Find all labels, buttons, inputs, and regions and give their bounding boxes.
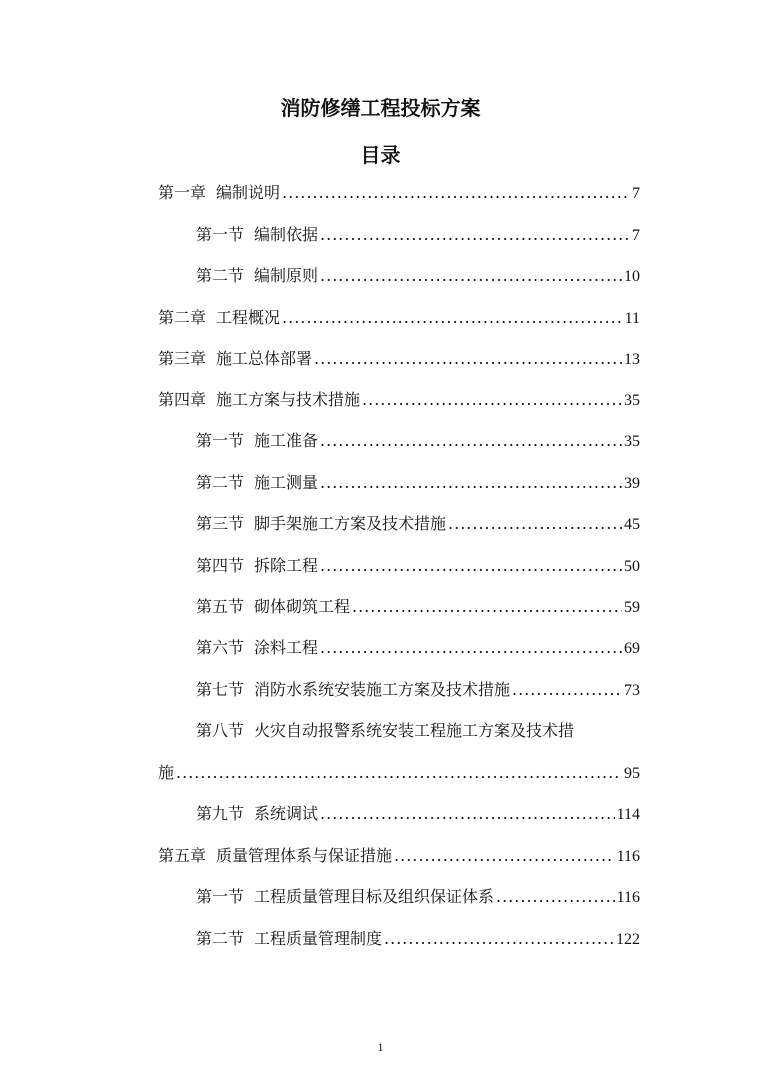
dot-leader xyxy=(320,637,622,659)
toc-entry-page: 7 xyxy=(632,227,640,244)
toc-entry-continuation[interactable] xyxy=(158,762,640,785)
toc-entry[interactable] xyxy=(196,265,640,288)
dot-leader xyxy=(362,389,622,411)
toc-entry-title: 工程质量管理目标及组织保证体系 xyxy=(254,887,495,906)
dot-leader xyxy=(320,265,622,287)
toc-entry[interactable] xyxy=(196,886,640,909)
toc-entry-title: 涂料工程 xyxy=(254,638,319,657)
dot-leader xyxy=(496,886,615,908)
toc-entry-title: 编制原则 xyxy=(254,266,319,285)
dot-leader xyxy=(320,555,622,577)
page-number: 1 xyxy=(377,1040,384,1054)
toc-entry-title: 质量管理体系与保证措施 xyxy=(216,846,393,865)
toc-entry-title: 编制说明 xyxy=(216,183,281,202)
dot-leader xyxy=(320,224,630,246)
dot-leader xyxy=(320,803,615,825)
toc-entry-label: 第九节 xyxy=(196,804,245,823)
toc-entry-label: 第四章 xyxy=(158,390,207,409)
toc-entry-label: 第一节 xyxy=(196,225,245,244)
toc-entry[interactable] xyxy=(196,928,640,951)
toc-entry-label: 第四节 xyxy=(196,556,245,575)
toc-entry-label: 第五节 xyxy=(196,597,245,616)
toc-entry-page: 35 xyxy=(624,392,640,409)
toc-entry[interactable] xyxy=(196,513,640,536)
toc-entry-label: 第七节 xyxy=(196,680,245,699)
dot-leader xyxy=(320,430,622,452)
toc-entry-label: 第五章 xyxy=(158,846,207,865)
toc-entry-title: 工程概况 xyxy=(216,308,281,327)
dot-leader xyxy=(282,307,623,329)
toc-entry-title: 脚手架施工方案及技术措施 xyxy=(254,514,447,533)
toc-entry[interactable] xyxy=(158,348,640,371)
toc-entry-title: 施工测量 xyxy=(254,473,319,492)
toc-entry-page: 45 xyxy=(624,516,640,533)
toc-entry-label: 第八节 xyxy=(196,721,245,740)
toc-entry-title: 火灾自动报警系统安装工程施工方案及技术措 xyxy=(254,721,575,740)
dot-leader xyxy=(282,182,630,204)
toc-entry-page: 59 xyxy=(624,599,640,616)
toc-entry-label: 第六节 xyxy=(196,638,245,657)
toc-entry-page: 50 xyxy=(624,558,640,575)
toc-entry-title: 砌体砌筑工程 xyxy=(254,597,351,616)
toc-entry-page: 116 xyxy=(616,848,640,865)
toc-entry-page: 7 xyxy=(632,185,640,202)
toc-entry-page: 11 xyxy=(624,310,640,327)
toc-entry[interactable] xyxy=(158,389,640,412)
toc-entry-label: 第一节 xyxy=(196,887,245,906)
toc-entry-label: 第三节 xyxy=(196,514,245,533)
dot-leader xyxy=(448,513,622,535)
toc-entry[interactable] xyxy=(196,596,640,619)
dot-leader xyxy=(314,348,622,370)
toc-entry-label: 第三章 xyxy=(158,349,207,368)
toc-entry-title: 施工方案与技术措施 xyxy=(216,390,361,409)
toc-entry[interactable] xyxy=(196,679,640,702)
toc-entry-page: 35 xyxy=(624,433,640,450)
dot-leader xyxy=(320,472,622,494)
toc-entry-page: 13 xyxy=(624,351,640,368)
document-title: 消防修缮工程投标方案 xyxy=(280,96,481,120)
toc-entry[interactable] xyxy=(196,720,640,742)
toc-entry-title: 系统调试 xyxy=(254,804,319,823)
toc-entry[interactable] xyxy=(196,803,640,826)
toc-entry[interactable] xyxy=(158,307,640,330)
toc-entry-page: 95 xyxy=(624,765,640,782)
toc-entry-label: 第二章 xyxy=(158,308,207,327)
toc-heading: 目录 xyxy=(360,143,401,167)
toc-entry[interactable] xyxy=(196,555,640,578)
toc-entry[interactable] xyxy=(196,637,640,660)
toc-entry-page: 10 xyxy=(624,268,640,285)
dot-leader xyxy=(384,928,614,950)
toc-entry-label: 第二节 xyxy=(196,929,245,948)
toc-entry-page: 39 xyxy=(624,475,640,492)
toc-entry-title: 编制依据 xyxy=(254,225,319,244)
toc-entry-title: 施工总体部署 xyxy=(216,349,313,368)
toc-entry-page: 73 xyxy=(624,682,640,699)
toc-entry-title: 拆除工程 xyxy=(254,556,319,575)
toc-entry-label: 第一节 xyxy=(196,431,245,450)
toc-entry[interactable] xyxy=(196,224,640,247)
dot-leader xyxy=(394,845,615,867)
toc-entry-title: 工程质量管理制度 xyxy=(254,929,383,948)
toc-entry-page: 114 xyxy=(616,806,640,823)
toc-entry[interactable] xyxy=(158,182,640,205)
toc-entry-title: 施工准备 xyxy=(254,431,319,450)
toc-entry[interactable] xyxy=(196,472,640,495)
toc-entry-page: 116 xyxy=(616,889,640,906)
dot-leader xyxy=(352,596,622,618)
toc-entry-page: 69 xyxy=(624,640,640,657)
toc-entry-label: 第一章 xyxy=(158,183,207,202)
dot-leader xyxy=(512,679,622,701)
toc-entry[interactable] xyxy=(196,430,640,453)
toc-entry-page: 122 xyxy=(616,931,640,948)
toc-entry-label: 第二节 xyxy=(196,473,245,492)
toc-entry-label: 第二节 xyxy=(196,266,245,285)
toc-entry-title: 消防水系统安装施工方案及技术措施 xyxy=(254,680,511,699)
toc-entry[interactable] xyxy=(158,845,640,868)
dot-leader xyxy=(176,762,622,784)
toc-entry-title-cont: 施 xyxy=(158,763,175,782)
